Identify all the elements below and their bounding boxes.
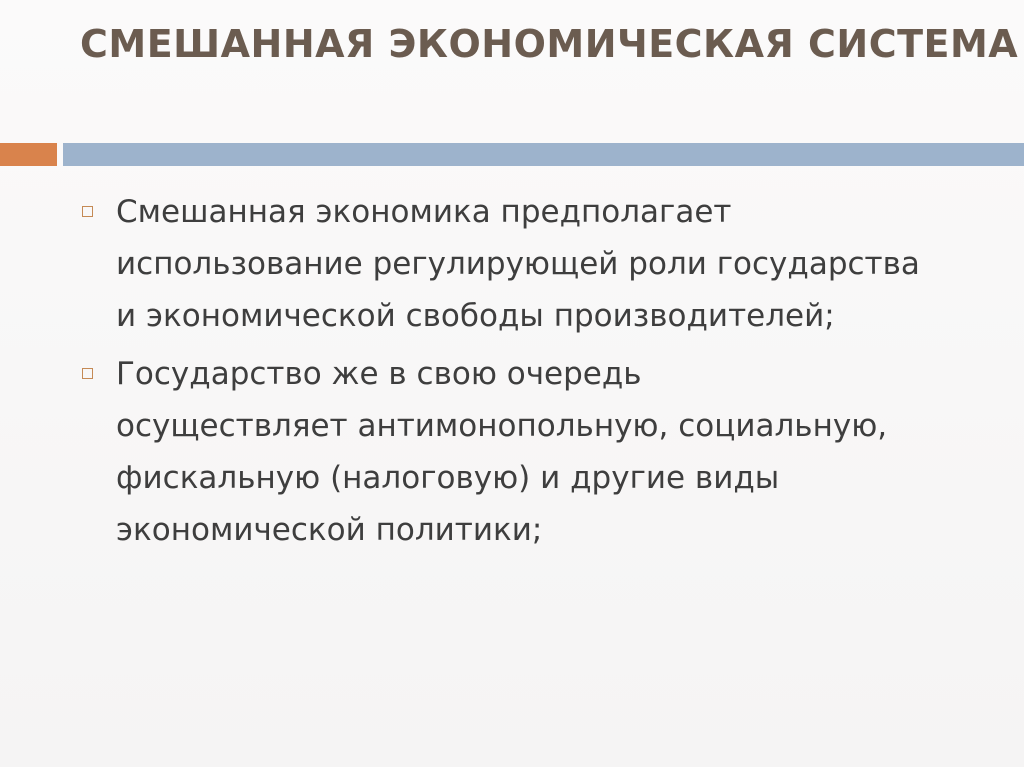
accent-bar-orange (0, 143, 57, 166)
bullet-item (78, 348, 998, 556)
bullet-line: осуществляет антимонопольную, социальную, (116, 408, 888, 444)
hollow-square-icon (82, 206, 93, 217)
bullet-item (78, 186, 998, 342)
bullet-list (78, 186, 998, 556)
bullet-line: фискальную (налоговую) и другие виды (116, 460, 780, 496)
bullet-line: экономической политики; (116, 512, 543, 548)
accent-bar-blue (63, 143, 1024, 166)
slide-title: СМЕШАННАЯ ЭКОНОМИЧЕСКАЯ СИСТЕМА (80, 22, 1019, 66)
bullet-line: и экономической свободы производителей; (116, 298, 835, 334)
bullet-line: Государство же в свою очередь (116, 356, 642, 392)
bullet-line: Смешанная экономика предполагает (116, 194, 732, 230)
bullet-line: использование регулирующей роли государства (116, 246, 920, 282)
hollow-square-icon (82, 368, 93, 379)
